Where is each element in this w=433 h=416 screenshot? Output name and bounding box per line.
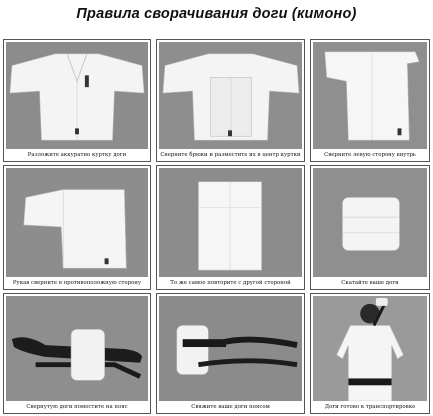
step-8-panel xyxy=(156,293,305,414)
step-8-caption: Свяжите ваше доги поясом xyxy=(191,404,270,410)
step-9-caption: Доги готово к транспортировке xyxy=(324,404,416,410)
step-4-caption: Рукав сверните в противоположную сторону xyxy=(12,280,142,286)
jacket-spread-photo xyxy=(6,42,148,149)
page-title: Правила сворачивания доги (кимоно) xyxy=(76,6,357,22)
step-4-panel xyxy=(3,165,151,290)
step-3-caption: Сверните левую сторону внутрь xyxy=(324,152,416,158)
roll-on-belt-photo xyxy=(6,296,148,401)
step-6-caption: Скатайте ваше доги xyxy=(341,280,399,286)
person-carrying-photo xyxy=(313,296,427,401)
step-5-caption: То же самое повторите с другой стороной xyxy=(170,280,291,286)
pants-on-jacket-photo xyxy=(159,42,302,149)
step-2-panel xyxy=(156,39,305,162)
step-6-panel xyxy=(310,165,430,290)
tied-with-belt-photo xyxy=(159,296,302,401)
sleeve-folded-photo xyxy=(6,168,148,277)
rolled-photo xyxy=(313,168,427,277)
step-7-caption: Свернутую доги поместите на пояс xyxy=(26,404,128,410)
step-7-panel xyxy=(3,293,151,414)
step-1-caption: Разложите аккуратно куртку доги xyxy=(27,152,127,158)
step-5-panel xyxy=(156,165,305,290)
step-9-panel xyxy=(310,293,430,414)
step-3-panel xyxy=(310,39,430,162)
both-sides-folded-photo xyxy=(159,168,302,277)
left-folded-photo xyxy=(313,42,427,149)
step-2-caption: Сверните брюки и разместите их в центр куртки xyxy=(160,152,301,158)
step-1-panel xyxy=(3,39,151,162)
